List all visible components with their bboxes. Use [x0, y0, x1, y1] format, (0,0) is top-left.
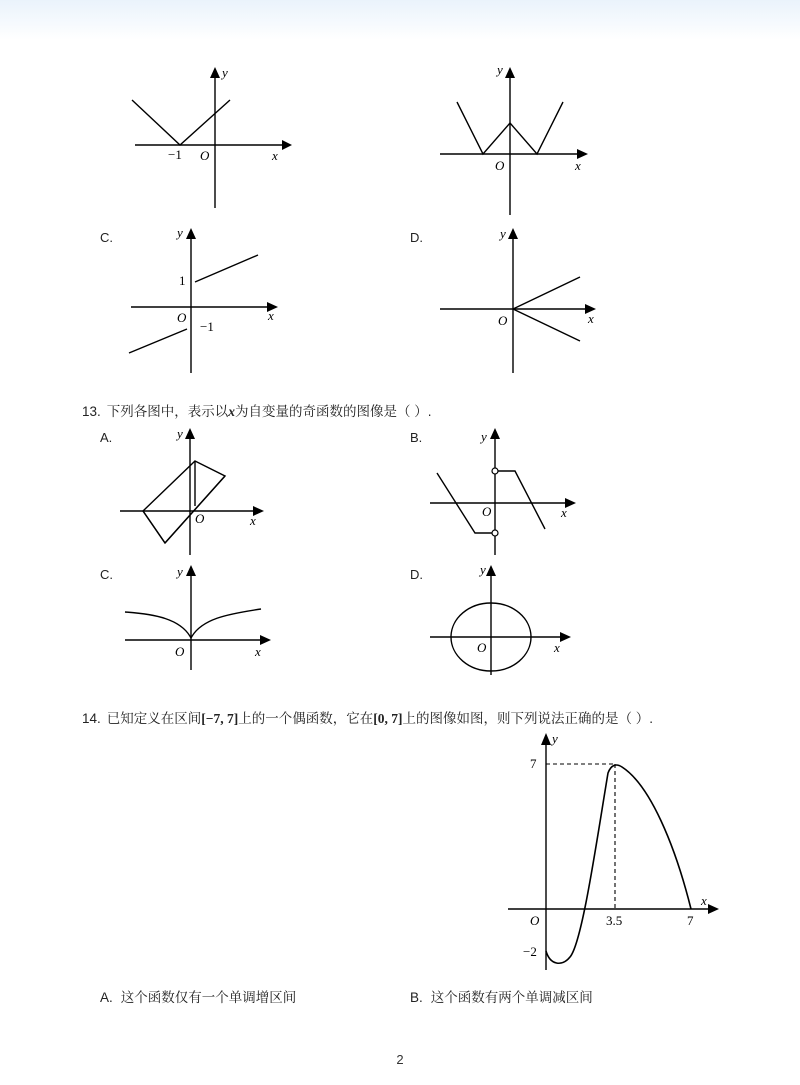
q13-graph-a [115, 425, 275, 560]
q13-option-a-label: A. [100, 430, 113, 445]
svg-text:O: O [498, 313, 508, 328]
svg-text:x: x [554, 640, 560, 655]
q14-answer-a: A. 这个函数仅有一个单调增区间 [100, 990, 297, 1005]
q13-option-b-label: B. [410, 430, 423, 445]
svg-text:x: x [575, 158, 581, 173]
svg-text:x: x [701, 893, 707, 908]
q13-graph-d [425, 560, 585, 680]
q13-stem: 13. 下列各图中，表示以x为自变量的奇函数的图像是（ ）. [82, 404, 432, 419]
svg-text:7: 7 [687, 913, 694, 928]
svg-text:x: x [250, 513, 256, 528]
q13-graph-c [115, 562, 275, 672]
svg-text:O: O [175, 644, 185, 659]
page-header-band [0, 0, 800, 40]
svg-text:x: x [561, 505, 567, 520]
svg-text:O: O [177, 310, 187, 325]
svg-text:7: 7 [530, 756, 537, 771]
svg-text:O: O [195, 511, 205, 526]
svg-text:y: y [480, 562, 486, 577]
svg-text:y: y [497, 62, 503, 77]
q13-option-c-label: C. [100, 567, 113, 582]
q12-graph-c [125, 225, 285, 375]
svg-text:x: x [268, 308, 274, 323]
q12-graph-b [435, 60, 605, 220]
svg-text:−1: −1 [168, 147, 182, 162]
q14-stem: 14. 已知定义在区间[−7, 7]上的一个偶函数，它在[0, 7]上的图像如图，则下列说法正确的是（ ）. [82, 711, 653, 726]
svg-text:O: O [495, 158, 505, 173]
svg-text:x: x [255, 644, 261, 659]
svg-text:y: y [481, 429, 487, 444]
svg-text:y: y [177, 225, 183, 240]
svg-text:x: x [588, 311, 594, 326]
svg-text:y: y [500, 226, 506, 241]
svg-text:y: y [177, 564, 183, 579]
svg-text:y: y [222, 65, 228, 80]
svg-text:y: y [552, 731, 558, 746]
q12-graph-a [120, 60, 300, 220]
svg-text:x: x [272, 148, 278, 163]
svg-text:O: O [477, 640, 487, 655]
svg-text:y: y [177, 426, 183, 441]
q14-answer-b: B. 这个函数有两个单调减区间 [410, 990, 593, 1005]
svg-text:1: 1 [179, 273, 186, 288]
svg-text:O: O [482, 504, 492, 519]
svg-text:O: O [530, 913, 540, 928]
q14-graph [500, 725, 725, 975]
svg-text:−1: −1 [200, 319, 214, 334]
svg-text:O: O [200, 148, 210, 163]
q13-option-d-label: D. [410, 567, 423, 582]
q12-graph-d [435, 225, 605, 375]
svg-text:−2: −2 [523, 944, 537, 959]
svg-text:3.5: 3.5 [606, 913, 623, 928]
page-number: 2 [396, 1052, 404, 1067]
q13-graph-b [425, 425, 590, 560]
q12-option-c-label: C. [100, 230, 113, 245]
q12-option-d-label: D. [410, 230, 423, 245]
